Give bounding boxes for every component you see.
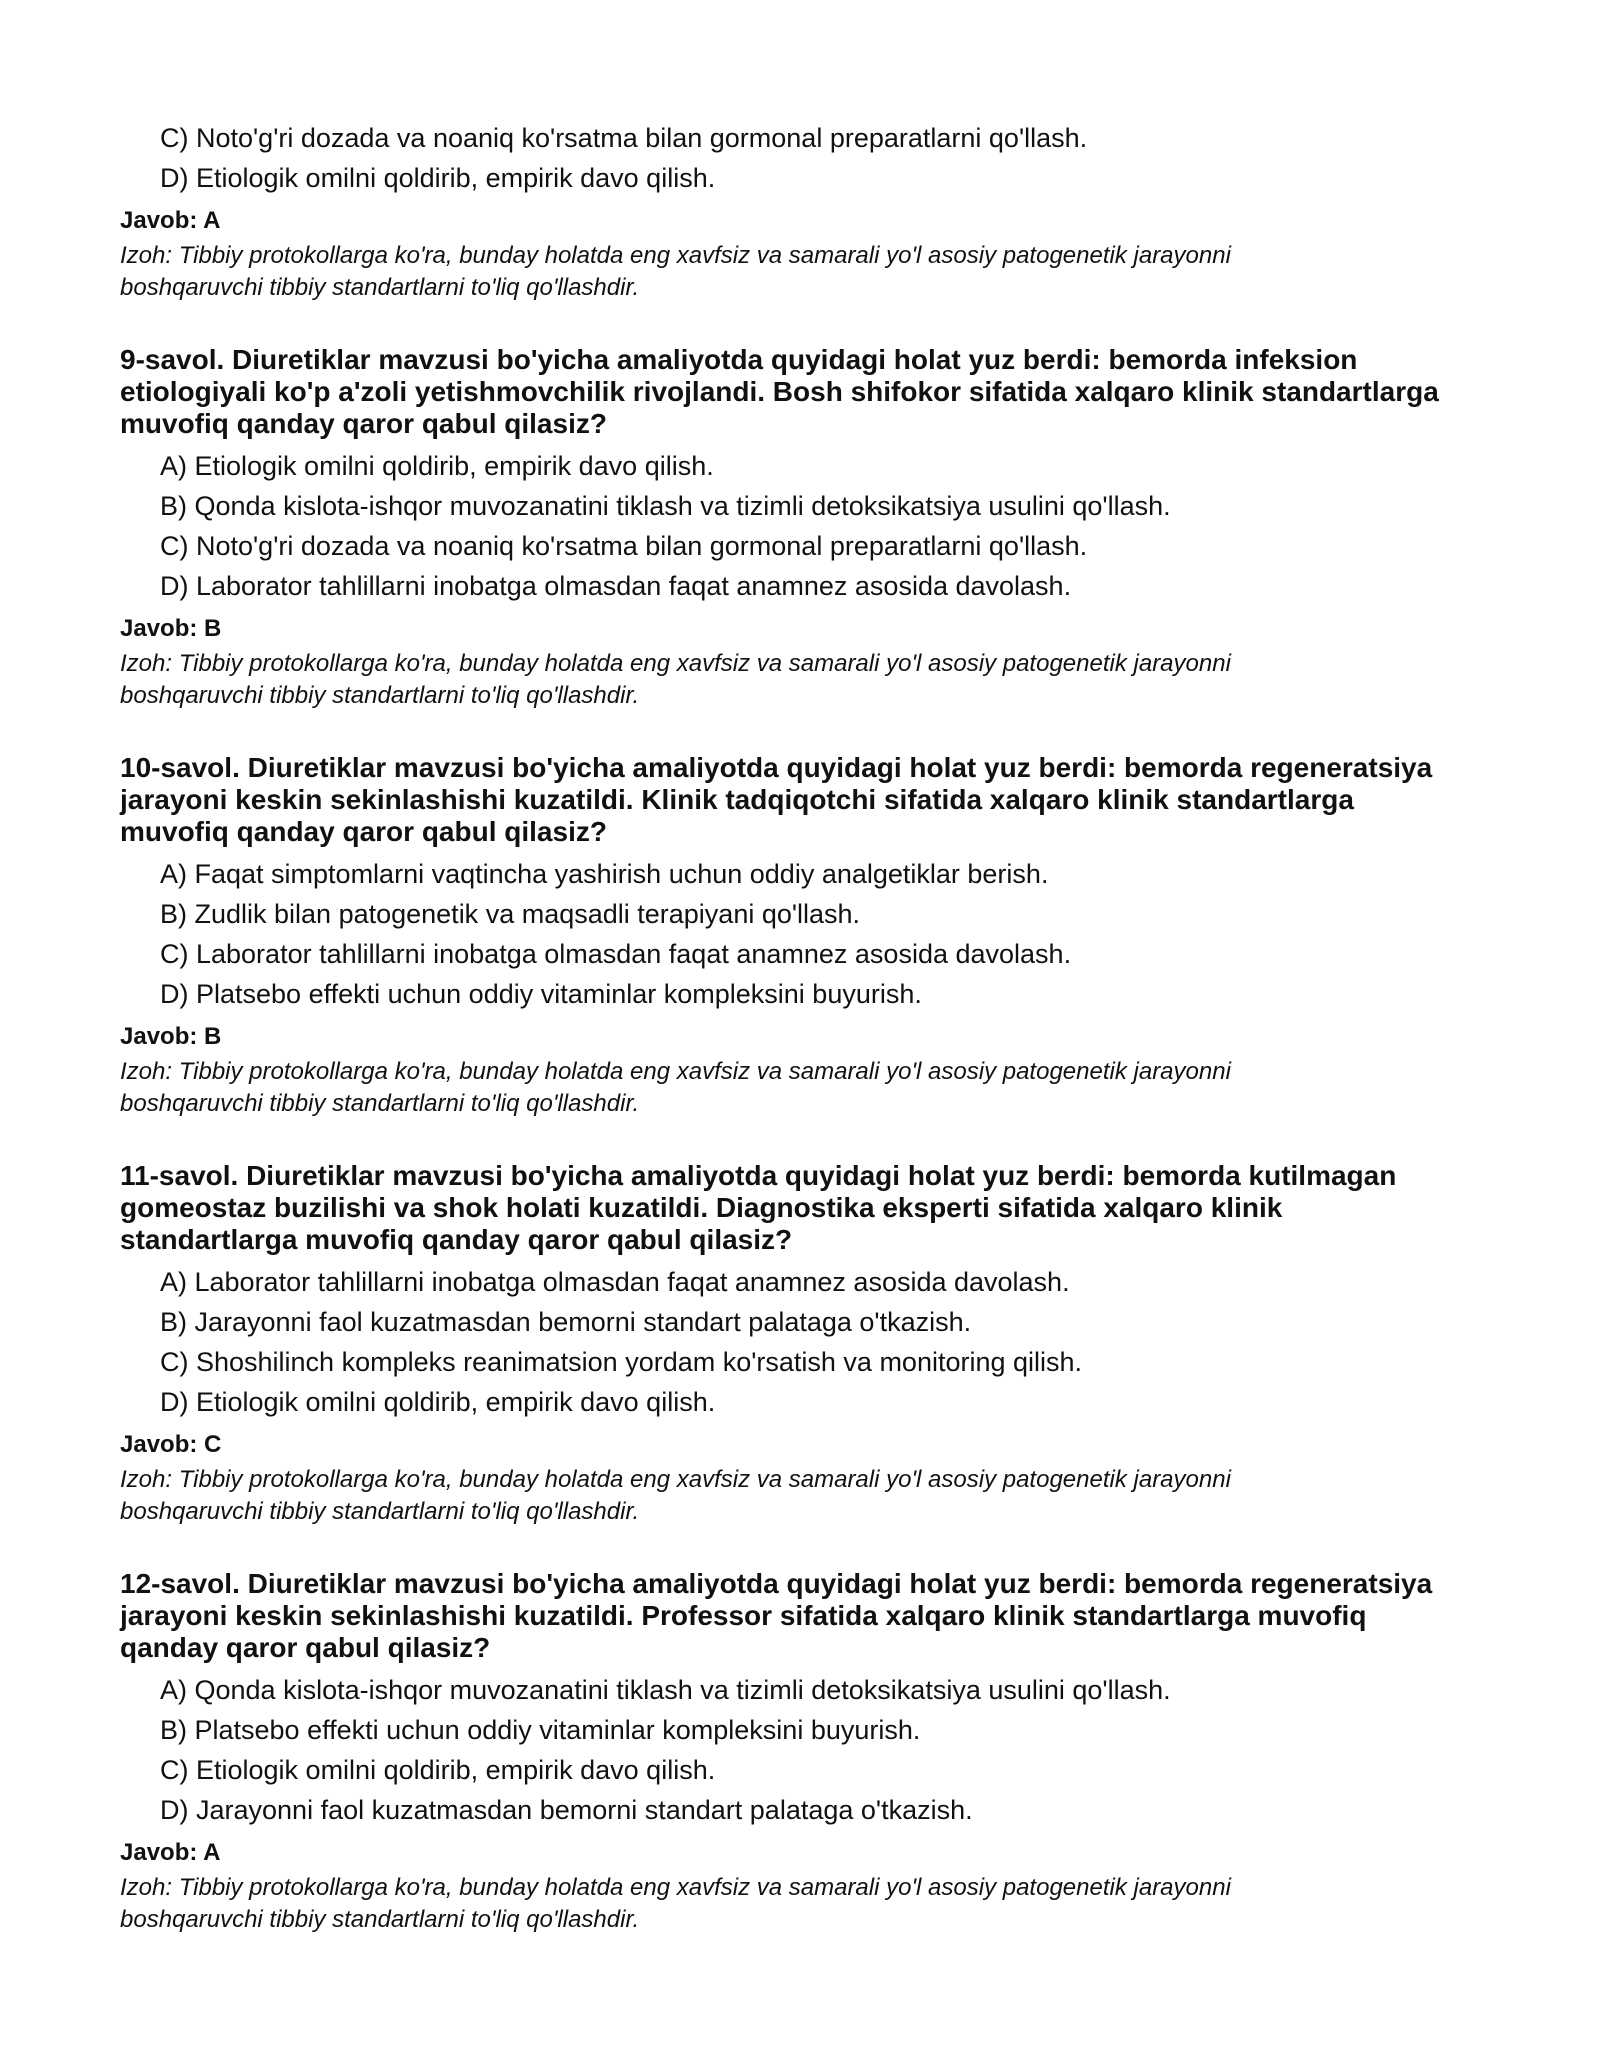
note-line: Izoh: Tibbiy protokollarga ko'ra, bunday holatda eng xavfsiz va samarali yo'l asosiy patogenetik jarayonni [120,242,1231,269]
explanation-note [120,1056,1490,1120]
explanation-note [120,240,1490,304]
question-title-line: 11-savol. Diuretiklar mavzusi bo'yicha amaliyotda quyidagi holat yuz berdi: bemorda kutilmagan [120,1160,1397,1191]
document-page [120,118,1490,1936]
note-line: boshqaruvchi tibbiy standartlarni to'liq qo'llashdir. [120,1498,640,1525]
note-line: Izoh: Tibbiy protokollarga ko'ra, bunday holatda eng xavfsiz va samarali yo'l asosiy patogenetik jarayonni [120,650,1231,677]
question-title-line: muvofiq qanday qaror qabul qilasiz? [120,816,607,847]
question-title-line: qanday qaror qabul qilasiz? [120,1632,491,1663]
note-line: boshqaruvchi tibbiy standartlarni to'liq qo'llashdir. [120,274,640,301]
explanation-note [120,1872,1490,1936]
option-b: B) Jarayonni faol kuzatmasdan bemorni standart palataga o'tkazish. [160,1307,972,1337]
question-block-9 [120,344,1490,712]
question-title [120,1568,1490,1664]
option-a: A) Etiologik omilni qoldirib, empirik davo qilish. [160,451,714,481]
explanation-note [120,1464,1490,1528]
option-c: C) Etiologik omilni qoldirib, empirik davo qilish. [160,1755,716,1785]
question-block-10 [120,752,1490,1120]
option-d: D) Platsebo effekti uchun oddiy vitaminlar kompleksini buyurish. [160,979,922,1009]
option-c: C) Shoshilinch kompleks reanimatsion yordam ko'rsatish va monitoring qilish. [160,1347,1083,1377]
answer-line: Javob: C [120,1431,222,1458]
answer-line: Javob: B [120,615,222,642]
question-title-line: 10-savol. Diuretiklar mavzusi bo'yicha amaliyotda quyidagi holat yuz berdi: bemorda regeneratsiya [120,752,1433,783]
question-title [120,752,1490,848]
question-title [120,1160,1490,1256]
lead-block [120,118,1490,304]
answer-line: Javob: A [120,1839,221,1866]
question-title-line: standartlarga muvofiq qanday qaror qabul qilasiz? [120,1224,793,1255]
note-line: boshqaruvchi tibbiy standartlarni to'liq qo'llashdir. [120,1090,640,1117]
option-c: C) Laborator tahlillarni inobatga olmasdan faqat anamnez asosida davolash. [160,939,1072,969]
note-line: Izoh: Tibbiy protokollarga ko'ra, bunday holatda eng xavfsiz va samarali yo'l asosiy patogenetik jarayonni [120,1874,1231,1901]
note-line: Izoh: Tibbiy protokollarga ko'ra, bunday holatda eng xavfsiz va samarali yo'l asosiy patogenetik jarayonni [120,1058,1231,1085]
option-d: D) Jarayonni faol kuzatmasdan bemorni standart palataga o'tkazish. [160,1795,973,1825]
note-line: boshqaruvchi tibbiy standartlarni to'liq qo'llashdir. [120,1906,640,1933]
option-b: B) Zudlik bilan patogenetik va maqsadli terapiyani qo'llash. [160,899,861,929]
option-a: A) Laborator tahlillarni inobatga olmasdan faqat anamnez asosida davolash. [160,1267,1070,1297]
question-title-line: muvofiq qanday qaror qabul qilasiz? [120,408,607,439]
question-block-11 [120,1160,1490,1528]
note-line: Izoh: Tibbiy protokollarga ko'ra, bunday holatda eng xavfsiz va samarali yo'l asosiy patogenetik jarayonni [120,1466,1231,1493]
option-c: C) Noto'g'ri dozada va noaniq ko'rsatma bilan gormonal preparatlarni qo'llash. [160,531,1088,561]
note-line: boshqaruvchi tibbiy standartlarni to'liq qo'llashdir. [120,682,640,709]
question-title-line: etiologiyali ko'p a'zoli yetishmovchilik rivojlandi. Bosh shifokor sifatida xalqaro klinik standartlarga [120,376,1439,407]
explanation-note [120,648,1490,712]
question-block-12 [120,1568,1490,1936]
option-b: B) Qonda kislota-ishqor muvozanatini tiklash va tizimli detoksikatsiya usulini qo'llash. [160,491,1171,521]
answer-line: Javob: B [120,1023,222,1050]
option-d: D) Laborator tahlillarni inobatga olmasdan faqat anamnez asosida davolash. [160,571,1072,601]
option-a: A) Faqat simptomlarni vaqtincha yashirish uchun oddiy analgetiklar berish. [160,859,1049,889]
question-title [120,344,1490,440]
question-title-line: 9-savol. Diuretiklar mavzusi bo'yicha amaliyotda quyidagi holat yuz berdi: bemorda infeksion [120,344,1358,375]
question-title-line: gomeostaz buzilishi va shok holati kuzatildi. Diagnostika eksperti sifatida xalqaro klinik [120,1192,1283,1223]
option-b: B) Platsebo effekti uchun oddiy vitaminlar kompleksini buyurish. [160,1715,921,1745]
option-d: D) Etiologik omilni qoldirib, empirik davo qilish. [160,1387,716,1417]
question-title-line: jarayoni keskin sekinlashishi kuzatildi. Professor sifatida xalqaro klinik standartlarga muvofiq [120,1600,1367,1631]
option-a: A) Qonda kislota-ishqor muvozanatini tiklash va tizimli detoksikatsiya usulini qo'llash. [160,1675,1171,1705]
answer-line: Javob: A [120,207,221,234]
option-d: D) Etiologik omilni qoldirib, empirik davo qilish. [160,163,716,193]
question-title-line: jarayoni keskin sekinlashishi kuzatildi. Klinik tadqiqotchi sifatida xalqaro klinik standartlarga [120,784,1354,815]
question-title-line: 12-savol. Diuretiklar mavzusi bo'yicha amaliyotda quyidagi holat yuz berdi: bemorda regeneratsiya [120,1568,1433,1599]
option-c: C) Noto'g'ri dozada va noaniq ko'rsatma bilan gormonal preparatlarni qo'llash. [160,123,1088,153]
